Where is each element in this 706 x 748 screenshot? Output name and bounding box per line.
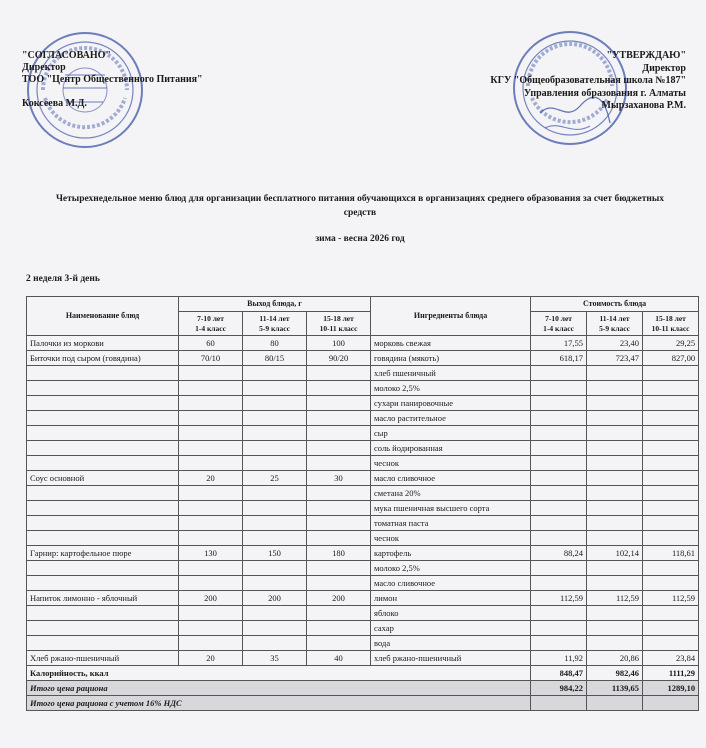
cell-p3	[643, 501, 699, 516]
cell-g1	[179, 366, 243, 381]
cell-name: Соус основной	[27, 471, 179, 486]
cell-g1	[179, 501, 243, 516]
cell-ing: сахар	[371, 621, 531, 636]
cell-p1	[531, 411, 587, 426]
cell-p2	[587, 606, 643, 621]
col-header-cost: Стоимость блюда	[531, 297, 699, 312]
cell-name	[27, 501, 179, 516]
cell-p1	[531, 366, 587, 381]
cell-g2: 80	[243, 336, 307, 351]
cell-g3	[307, 411, 371, 426]
cell-name	[27, 411, 179, 426]
approval-block-left	[22, 50, 203, 110]
cell-g1	[179, 441, 243, 456]
cell-p2	[587, 381, 643, 396]
cell-g3	[307, 561, 371, 576]
total-p2	[587, 696, 643, 711]
cell-g2	[243, 486, 307, 501]
cell-g3	[307, 381, 371, 396]
cell-p3	[643, 636, 699, 651]
table-row	[27, 336, 699, 351]
cell-g1	[179, 636, 243, 651]
col-header-age-2: 11-14 лет 5-9 класс	[243, 312, 307, 336]
table-row	[27, 456, 699, 471]
cell-g1	[179, 576, 243, 591]
cell-p1	[531, 441, 587, 456]
cell-g1	[179, 561, 243, 576]
cell-p2	[587, 531, 643, 546]
cell-p2	[587, 621, 643, 636]
cell-ing: вода	[371, 636, 531, 651]
col-header-age-3: 15-18 лет 10-11 класс	[307, 312, 371, 336]
cell-name: Гарнир: картофельное пюре	[27, 546, 179, 561]
cell-p3: 827,00	[643, 351, 699, 366]
cell-g1: 130	[179, 546, 243, 561]
cell-p2: 102,14	[587, 546, 643, 561]
cell-name	[27, 606, 179, 621]
cell-p1: 618,17	[531, 351, 587, 366]
table-row	[27, 651, 699, 666]
total-p3: 1111,29	[643, 666, 699, 681]
cell-ing: сухари панировочные	[371, 396, 531, 411]
cell-p1	[531, 576, 587, 591]
cell-g1	[179, 456, 243, 471]
cell-p3	[643, 411, 699, 426]
cell-g2	[243, 396, 307, 411]
table-row	[27, 516, 699, 531]
cell-ing: яблоко	[371, 606, 531, 621]
cell-g3	[307, 621, 371, 636]
cell-ing: сыр	[371, 426, 531, 441]
col-header-cost-age-3: 15-18 лет 10-11 класс	[643, 312, 699, 336]
cell-p2	[587, 366, 643, 381]
cell-p1	[531, 561, 587, 576]
cell-ing: чеснок	[371, 531, 531, 546]
cell-g3: 200	[307, 591, 371, 606]
cell-name	[27, 381, 179, 396]
cell-name	[27, 366, 179, 381]
table-row	[27, 531, 699, 546]
total-p3: 1289,10	[643, 681, 699, 696]
menu-table-body	[27, 336, 699, 711]
cell-g3: 180	[307, 546, 371, 561]
cell-g2: 25	[243, 471, 307, 486]
cell-g3	[307, 606, 371, 621]
cell-g1	[179, 396, 243, 411]
total-p2: 982,46	[587, 666, 643, 681]
cell-p2	[587, 471, 643, 486]
cell-name: Биточки под сыром (говядина)	[27, 351, 179, 366]
cell-p1	[531, 381, 587, 396]
col-header-name: Наименование блюд	[27, 297, 179, 336]
cell-name	[27, 486, 179, 501]
cell-p3	[643, 516, 699, 531]
cell-p2: 23,40	[587, 336, 643, 351]
cell-g2: 150	[243, 546, 307, 561]
cell-name	[27, 516, 179, 531]
cell-ing: масло сливочное	[371, 576, 531, 591]
cell-g2	[243, 561, 307, 576]
cell-g1: 70/10	[179, 351, 243, 366]
cell-p3: 29,25	[643, 336, 699, 351]
approval-block-right	[490, 50, 686, 113]
cell-g2: 80/15	[243, 351, 307, 366]
cell-p1	[531, 516, 587, 531]
cell-p1	[531, 426, 587, 441]
cell-p3	[643, 396, 699, 411]
cell-p3: 112,59	[643, 591, 699, 606]
cell-g2: 200	[243, 591, 307, 606]
cell-name	[27, 441, 179, 456]
cell-ing: томатная паста	[371, 516, 531, 531]
approved-label: "УТВЕРЖДАЮ"	[606, 50, 686, 61]
col-header-ingredients: Ингредиенты блюда	[371, 297, 531, 336]
cell-p2: 112,59	[587, 591, 643, 606]
total-label: Калорийность, ккал	[27, 666, 531, 681]
cell-g3	[307, 576, 371, 591]
cell-ing: хлеб пшеничный	[371, 366, 531, 381]
cell-p3: 118,61	[643, 546, 699, 561]
cell-p2	[587, 486, 643, 501]
cell-p2	[587, 501, 643, 516]
col-header-cost-age-1: 7-10 лет 1-4 класс	[531, 312, 587, 336]
cell-p3	[643, 576, 699, 591]
table-row	[27, 486, 699, 501]
cell-g2	[243, 381, 307, 396]
day-label: 2 неделя 3-й день	[26, 274, 100, 284]
cell-p3	[643, 456, 699, 471]
cell-p1: 11,92	[531, 651, 587, 666]
cell-p3	[643, 531, 699, 546]
cell-g1: 200	[179, 591, 243, 606]
cell-p3	[643, 561, 699, 576]
cell-p2	[587, 456, 643, 471]
signatory-right: Мырзаханова Р.М.	[601, 100, 686, 111]
total-row	[27, 681, 699, 696]
cell-ing: картофель	[371, 546, 531, 561]
cell-p1	[531, 606, 587, 621]
cell-p3	[643, 606, 699, 621]
cell-g3	[307, 456, 371, 471]
cell-name	[27, 531, 179, 546]
table-row	[27, 471, 699, 486]
cell-g3: 30	[307, 471, 371, 486]
cell-g1: 20	[179, 471, 243, 486]
total-p1: 848,47	[531, 666, 587, 681]
cell-g3	[307, 426, 371, 441]
cell-p2	[587, 426, 643, 441]
table-row	[27, 621, 699, 636]
cell-g2	[243, 411, 307, 426]
cell-g2	[243, 441, 307, 456]
cell-p3	[643, 441, 699, 456]
table-row	[27, 561, 699, 576]
cell-g3	[307, 636, 371, 651]
cell-g1: 20	[179, 651, 243, 666]
cell-g2	[243, 621, 307, 636]
department-right: Управления образования г. Алматы	[523, 87, 686, 99]
table-row	[27, 366, 699, 381]
cell-name: Напиток лимонно - яблочный	[27, 591, 179, 606]
cell-g2	[243, 516, 307, 531]
table-row	[27, 351, 699, 366]
cell-g3: 40	[307, 651, 371, 666]
cell-p1	[531, 471, 587, 486]
cell-g1	[179, 606, 243, 621]
col-header-cost-age-2: 11-14 лет 5-9 класс	[587, 312, 643, 336]
col-header-age-1: 7-10 лет 1-4 класс	[179, 312, 243, 336]
table-row	[27, 426, 699, 441]
cell-g1: 60	[179, 336, 243, 351]
cell-p2	[587, 516, 643, 531]
cell-p2	[587, 396, 643, 411]
director-label-right: Директор	[642, 62, 686, 74]
cell-g3: 100	[307, 336, 371, 351]
table-row	[27, 576, 699, 591]
cell-ing: масло сливочное	[371, 471, 531, 486]
cell-name	[27, 636, 179, 651]
cell-ing: молоко 2,5%	[371, 381, 531, 396]
cell-ing: соль йодированная	[371, 441, 531, 456]
cell-g2	[243, 531, 307, 546]
cell-ing: масло растительное	[371, 411, 531, 426]
cell-g1	[179, 426, 243, 441]
cell-ing: лимон	[371, 591, 531, 606]
cell-g3	[307, 366, 371, 381]
cell-p1: 88,24	[531, 546, 587, 561]
cell-p1	[531, 456, 587, 471]
cell-name	[27, 426, 179, 441]
cell-ing: сметана 20%	[371, 486, 531, 501]
cell-g1	[179, 621, 243, 636]
cell-p1	[531, 486, 587, 501]
cell-name	[27, 396, 179, 411]
cell-p2	[587, 576, 643, 591]
director-label-left: Директор	[22, 62, 66, 73]
cell-p3	[643, 381, 699, 396]
cell-g3	[307, 501, 371, 516]
cell-g2	[243, 426, 307, 441]
cell-g3	[307, 531, 371, 546]
document-title: Четырехнедельное меню блюд для организации бесплатного питания обучающихся в организациях среднего образования за счет бюджетных средств	[55, 194, 665, 218]
cell-p3: 23,84	[643, 651, 699, 666]
table-row	[27, 411, 699, 426]
cell-g1	[179, 486, 243, 501]
cell-name	[27, 561, 179, 576]
cell-g2	[243, 501, 307, 516]
cell-name: Хлеб ржано-пшеничный	[27, 651, 179, 666]
total-p1: 984,22	[531, 681, 587, 696]
cell-g2	[243, 636, 307, 651]
total-p3	[643, 696, 699, 711]
cell-p1	[531, 636, 587, 651]
cell-p3	[643, 426, 699, 441]
col-header-output: Выход блюда, г	[179, 297, 371, 312]
cell-ing: мука пшеничная высшего сорта	[371, 501, 531, 516]
cell-g2	[243, 366, 307, 381]
cell-g1	[179, 411, 243, 426]
cell-g1	[179, 516, 243, 531]
total-p1	[531, 696, 587, 711]
cell-g2: 35	[243, 651, 307, 666]
cell-name	[27, 456, 179, 471]
cell-ing: чеснок	[371, 456, 531, 471]
cell-name: Палочки из моркови	[27, 336, 179, 351]
cell-p1	[531, 501, 587, 516]
cell-g2	[243, 456, 307, 471]
cell-p1	[531, 621, 587, 636]
cell-p2	[587, 636, 643, 651]
total-label: Итого цена рациона с учетом 16% НДС	[27, 696, 531, 711]
total-label: Итого цена рациона	[27, 681, 531, 696]
menu-table	[26, 296, 699, 711]
table-row	[27, 591, 699, 606]
cell-g3	[307, 516, 371, 531]
cell-ing: говядина (мякоть)	[371, 351, 531, 366]
cell-g3	[307, 396, 371, 411]
organization-right: КГУ "Общеобразовательная школа №187"	[490, 75, 686, 86]
table-row	[27, 636, 699, 651]
table-row	[27, 396, 699, 411]
cell-g3	[307, 441, 371, 456]
cell-p3	[643, 366, 699, 381]
cell-p2: 20,86	[587, 651, 643, 666]
cell-p2	[587, 441, 643, 456]
cell-p1: 17,55	[531, 336, 587, 351]
cell-p2	[587, 561, 643, 576]
cell-ing: молоко 2,5%	[371, 561, 531, 576]
cell-p1	[531, 531, 587, 546]
organization-left: ТОО "Центр Общественного Питания"	[22, 74, 203, 85]
table-row	[27, 441, 699, 456]
table-row	[27, 381, 699, 396]
table-row	[27, 501, 699, 516]
signatory-left: Коксеева М.Д.	[22, 98, 87, 109]
agreed-label: "СОГЛАСОВАНО"	[22, 50, 111, 61]
cell-g1	[179, 531, 243, 546]
cell-name	[27, 576, 179, 591]
cell-p2: 723,47	[587, 351, 643, 366]
cell-p3	[643, 486, 699, 501]
total-p2: 1139,65	[587, 681, 643, 696]
cell-ing: хлеб ржано-пшеничный	[371, 651, 531, 666]
total-row	[27, 666, 699, 681]
cell-p1: 112,59	[531, 591, 587, 606]
cell-g3	[307, 486, 371, 501]
total-row	[27, 696, 699, 711]
cell-p3	[643, 471, 699, 486]
cell-name	[27, 621, 179, 636]
cell-p1	[531, 396, 587, 411]
cell-p2	[587, 411, 643, 426]
season-label: зима - весна 2026 год	[315, 234, 405, 244]
table-row	[27, 606, 699, 621]
table-row	[27, 546, 699, 561]
cell-g2	[243, 576, 307, 591]
cell-g2	[243, 606, 307, 621]
cell-p3	[643, 621, 699, 636]
cell-g3: 90/20	[307, 351, 371, 366]
cell-g1	[179, 381, 243, 396]
cell-ing: морковь свежая	[371, 336, 531, 351]
